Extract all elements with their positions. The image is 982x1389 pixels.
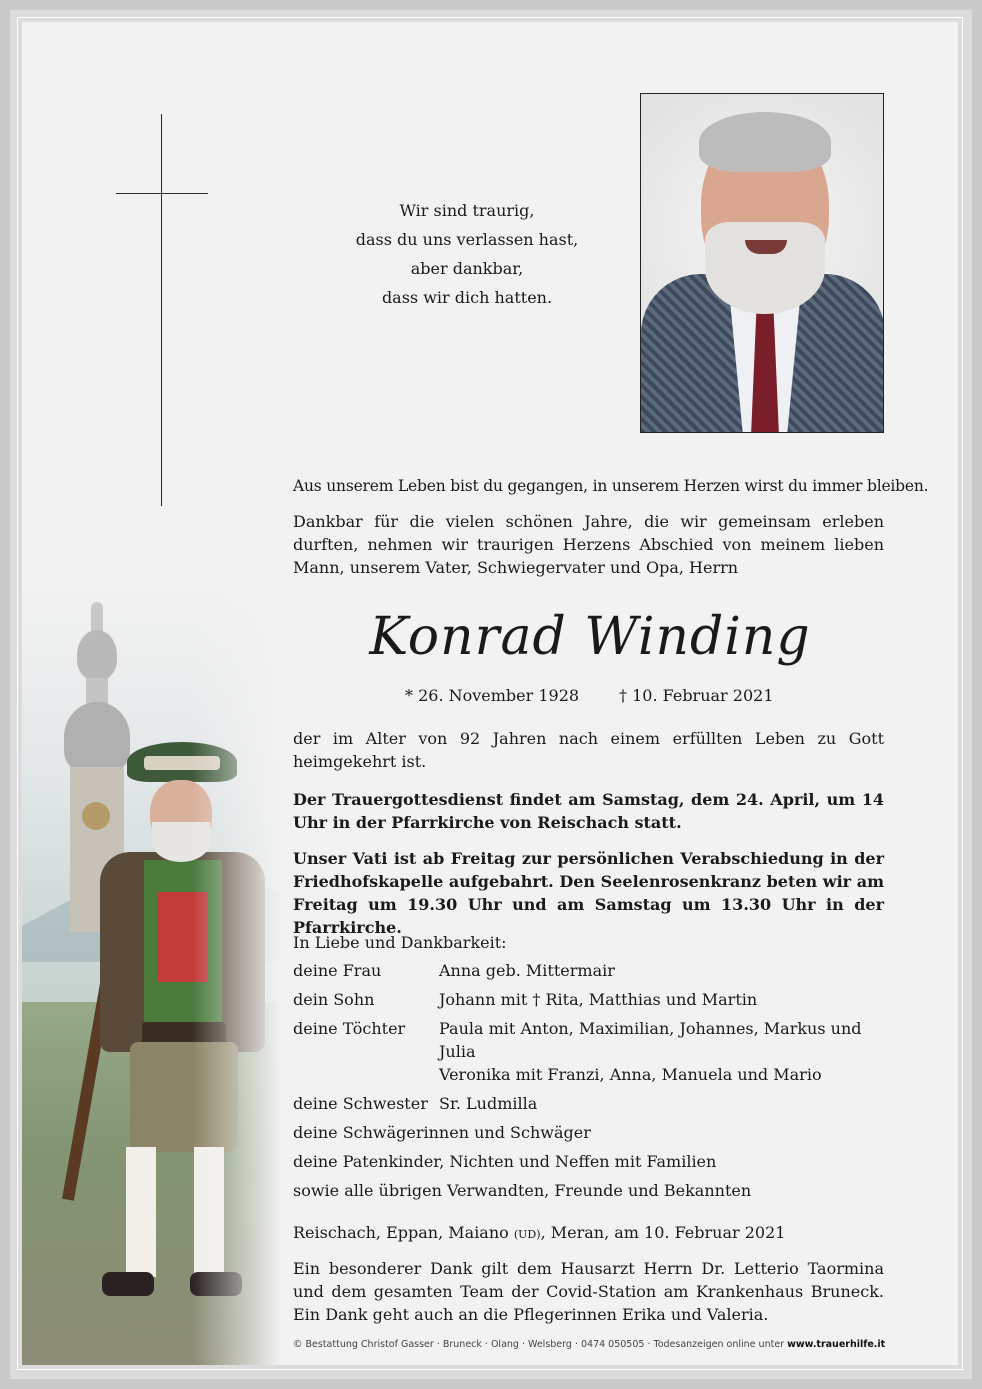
intro-text: Aus unserem Leben bist du gegangen, in unserem Herzen wirst du immer bleiben. [293, 477, 929, 495]
place-date-text: , Meran, am 10. Februar 2021 [540, 1223, 786, 1242]
mourner-names: Veronika mit Franzi, Anna, Manuela und Mario [439, 1065, 822, 1084]
mourners-list [293, 959, 884, 1208]
service-info: Der Trauergottesdienst findet am Samstag, dem 24. April, um 14 Uhr in der Pfarrkirche von Reischach statt. [293, 790, 884, 832]
place-text: Reischach, Eppan, Maiano [293, 1223, 514, 1242]
list-item [293, 1092, 884, 1121]
birth-date: * 26. November 1928 [405, 686, 580, 705]
list-item [293, 1121, 884, 1150]
mourner-group: deine Patenkinder, Nichten und Neffen mit Familien [293, 1152, 717, 1171]
cross-icon-bar [116, 193, 208, 194]
portrait-photo [640, 93, 884, 433]
mourner-names: Paula mit Anton, Maximilian, Johannes, Markus und Julia [439, 1019, 862, 1061]
mourner-relation: dein Sohn [293, 990, 375, 1009]
mourner-names: Johann mit † Rita, Matthias und Martin [439, 990, 758, 1009]
mourner-group: deine Schwägerinnen und Schwäger [293, 1123, 591, 1142]
deceased-name: Konrad Winding [369, 607, 811, 667]
viewing-info: Unser Vati ist ab Freitag zur persönlichen Verabschiedung in der Friedhofskapelle aufgebahrt. Den Seelenrosenkranz beten wir am Freitag um 19.30 Uhr und am Samstag um 13.30 Uhr in der Pfarrkirche. [293, 849, 884, 937]
quote-line: aber dankbar, [410, 259, 524, 278]
age-text: der im Alter von 92 Jahren nach einem erfüllten Leben zu Gott heimgekehrt ist. [293, 729, 884, 771]
thanks-text: Ein besonderer Dank gilt dem Hausarzt Herrn Dr. Letterio Taormina und dem gesamten Team der Covid-Station am Krankenhaus Bruneck. Ein Dank geht auch an die Pflegerinnen Erika und Valeria. [293, 1259, 884, 1324]
mourner-names: Sr. Ludmilla [439, 1094, 538, 1113]
mourner-relation: deine Töchter [293, 1019, 406, 1038]
quote-line: Wir sind traurig, [399, 201, 535, 220]
list-item [293, 1063, 884, 1092]
mourner-relation: deine Schwester [293, 1094, 428, 1113]
death-date: † 10. Februar 2021 [619, 686, 774, 705]
list-item [293, 988, 884, 1017]
memorial-quote [322, 196, 612, 312]
quote-line: dass du uns verlassen hast, [355, 230, 579, 249]
list-item [293, 1179, 884, 1208]
mourner-relation: deine Frau [293, 961, 382, 980]
mourner-group: sowie alle übrigen Verwandten, Freunde und Bekannten [293, 1181, 752, 1200]
obituary-card [22, 22, 958, 1365]
farewell-text: Dankbar für die vielen schönen Jahre, die wir gemeinsam erleben durften, nehmen wir traurigen Herzens Abschied von meinem lieben Mann, unserem Vater, Schwiegervater und Opa, Herrn [293, 512, 884, 577]
list-item [293, 1150, 884, 1179]
footer [293, 1339, 893, 1350]
footer-text: © Bestattung Christof Gasser · Bruneck · Olang · Welsberg · 0474 050505 · Todesanzeigen online unter [293, 1339, 788, 1350]
mourner-names: Anna geb. Mittermair [439, 961, 615, 980]
quote-line: dass wir dich hatten. [381, 288, 553, 307]
mourners-intro: In Liebe und Dankbarkeit: [293, 933, 507, 952]
footer-link[interactable]: www.trauerhilfe.it [787, 1339, 886, 1350]
list-item [293, 959, 884, 988]
place-date [293, 1221, 785, 1246]
list-item [293, 1017, 884, 1063]
cross-icon [161, 114, 162, 506]
place-province: (UD) [513, 1228, 541, 1241]
background-photo [22, 582, 282, 1365]
